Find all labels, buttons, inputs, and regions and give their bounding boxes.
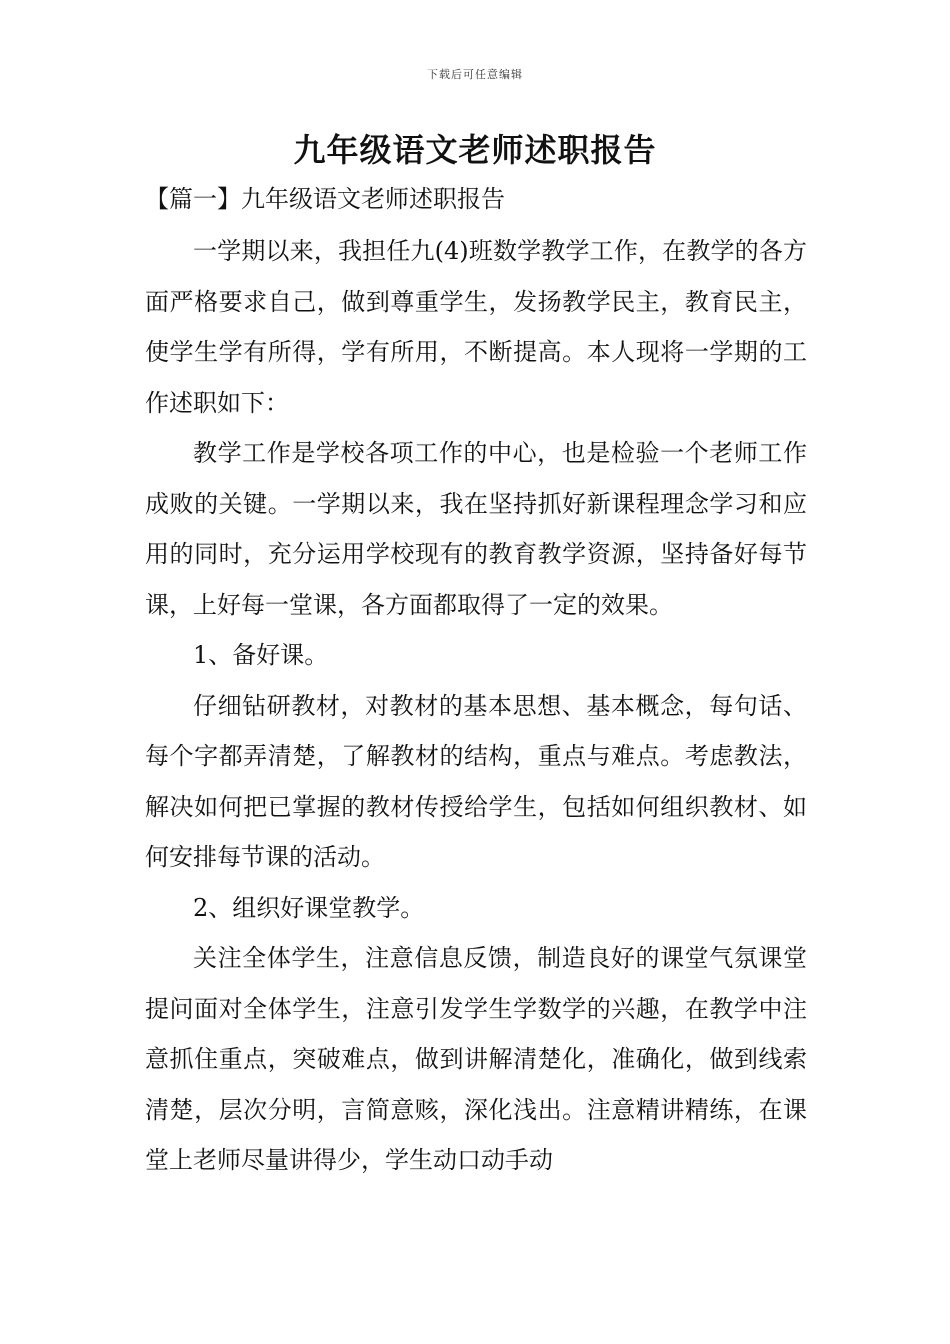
header-note: 下载后可任意编辑 (427, 68, 523, 81)
paragraph-intro: 一学期以来，我担任九(4)班数学教学工作，在教学的各方面严格要求自己，做到尊重学生，发扬教学民主，教育民主，使学生学有所得，学有所用，不断提高。本人现将一学期的工作述职如下： (145, 237, 807, 417)
document-title: 九年级语文老师述职报告 (293, 131, 657, 169)
section-title: 【篇一】九年级语文老师述职报告 (145, 185, 505, 213)
document-body (145, 226, 807, 1186)
paragraph-heading-prepare-lessons: 1、备好课。 (193, 641, 329, 669)
paragraph-classroom-teaching: 关注全体学生，注意信息反馈，制造良好的课堂气氛课堂提问面对全体学生，注意引发学生学数学的兴趣，在教学中注意抓住重点，突破难点，做到讲解清楚化，准确化，做到线索清楚，层次分明，言简意赅，深化浅出。注意精讲精练，在课堂上老师尽量讲得少，学生动口动手动 (145, 944, 807, 1174)
paragraph-teaching-overview: 教学工作是学校各项工作的中心，也是检验一个老师工作成败的关键。一学期以来，我在坚持抓好新课程理念学习和应用的同时，充分运用学校现有的教育教学资源，坚持备好每节课，上好每一堂课，各方面都取得了一定的效果。 (145, 439, 807, 619)
paragraph-prepare-lessons: 仔细钻研教材，对教材的基本思想、基本概念，每句话、每个字都弄清楚，了解教材的结构，重点与难点。考虑教法，解决如何把已掌握的教材传授给学生，包括如何组织教材、如何安排每节课的活动。 (145, 691, 807, 871)
paragraph-heading-classroom-teaching: 2、组织好课堂教学。 (193, 893, 425, 922)
